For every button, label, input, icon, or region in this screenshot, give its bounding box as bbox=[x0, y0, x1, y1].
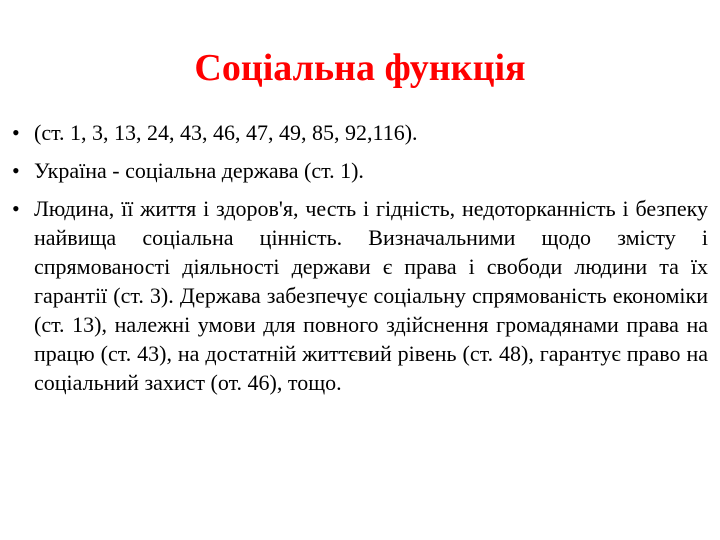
bullet-marker: • bbox=[12, 196, 20, 221]
bullet-item-articles bbox=[0, 118, 708, 147]
bullet-marker: • bbox=[12, 158, 20, 183]
bullet-item-social-state bbox=[0, 156, 708, 185]
bullet-item-human-value bbox=[0, 194, 708, 397]
bullet-marker: • bbox=[12, 120, 20, 145]
slide-title: Соціальна функція bbox=[194, 47, 526, 89]
bullet-text: Україна - соціальна держава (ст. 1). bbox=[34, 158, 364, 183]
bullet-text: Людина, її життя і здоров'я, честь і гідність, недоторканність і безпеку найвища соціальна цінність. Визначальними щодо змісту і спрямованості діяльності держави є права і свободи людини та їх гарантії (ст. 3). Держава забезпечує соціальну спрямованість економіки (ст. 13), належні умови для повного здійснення громадянами права на працю (ст. 43), на достатній життєвий рівень (ст. 48), гарантує право на соціальний захист (от. 46), тощо. bbox=[34, 196, 708, 395]
bullet-text: (ст. 1, 3, 13, 24, 43, 46, 47, 49, 85, 92,116). bbox=[34, 120, 418, 145]
bullet-list bbox=[0, 118, 720, 406]
